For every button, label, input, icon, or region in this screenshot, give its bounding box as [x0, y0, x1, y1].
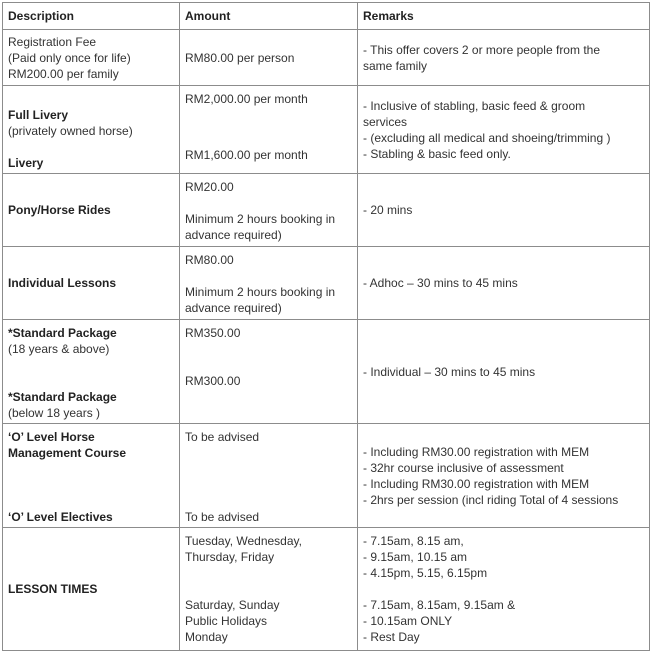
livery-amount: [180, 86, 358, 174]
package-adult-title: *Standard Package: [8, 326, 117, 340]
header-row: [3, 3, 650, 30]
times-days: [180, 528, 358, 651]
lessons-title: Individual Lessons: [8, 276, 117, 290]
lessons-description: [3, 247, 180, 320]
olevel-electives-amount: To be advised: [185, 510, 260, 524]
olevel-remark-line: - 2hrs per session (incl riding Total of 4 sessions: [363, 492, 619, 507]
olevel-remarks: [358, 424, 650, 528]
registration-remark-line: same family: [363, 58, 428, 73]
pony-description: [3, 174, 180, 247]
olevel-course-title: Management Course: [8, 446, 127, 460]
weekend-slot: - 10.15am ONLY: [363, 614, 453, 628]
weekday-line: Tuesday, Wednesday,: [185, 534, 302, 548]
livery-remark-line: - Stabling & basic feed only.: [363, 146, 511, 161]
full-livery-title: Full Livery: [8, 108, 69, 122]
package-junior-amount: RM300.00: [185, 374, 241, 388]
table-row-o-level: [3, 424, 650, 528]
table-row-livery: [3, 86, 650, 174]
weekend-slot: - 7.15am, 8.15am, 9.15am &: [363, 598, 516, 612]
weekend-line: Saturday, Sunday: [185, 598, 280, 612]
olevel-course-title: ‘O’ Level Horse: [8, 430, 95, 444]
lessons-booking-note: advance required): [185, 301, 282, 315]
package-amount: [180, 320, 358, 424]
fees-table: [2, 2, 650, 651]
olevel-remark-line: - Including RM30.00 registration with MEM: [363, 476, 590, 491]
weekday-slot: - 7.15am, 8.15 am,: [363, 534, 464, 548]
header-amount: Amount: [180, 3, 358, 30]
olevel-electives-title: ‘O’ Level Electives: [8, 510, 113, 524]
pony-amount: [180, 174, 358, 247]
package-junior-title: *Standard Package: [8, 390, 117, 404]
olevel-remark-line: - Including RM30.00 registration with MEM: [363, 444, 590, 459]
pony-booking-note: Minimum 2 hours booking in: [185, 212, 336, 226]
package-description: [3, 320, 180, 424]
weekday-slot: - 4.15pm, 5.15, 6.15pm: [363, 566, 488, 580]
registration-note: (Paid only once for life): [8, 50, 131, 65]
registration-family-fee: RM200.00 per family: [8, 66, 119, 81]
livery-title: Livery: [8, 156, 44, 170]
pony-amount-value: RM20.00: [185, 180, 234, 194]
pony-title: Pony/Horse Rides: [8, 203, 111, 217]
weekend-slot: - Rest Day: [363, 630, 420, 644]
livery-amount-value: RM1,600.00 per month: [185, 148, 308, 162]
olevel-course-amount: To be advised: [185, 430, 260, 444]
olevel-amount: [180, 424, 358, 528]
table-row-lesson-times: [3, 528, 650, 651]
weekday-slot: - 9.15am, 10.15 am: [363, 550, 468, 564]
package-adult-amount: RM350.00: [185, 326, 241, 340]
registration-amount: RM80.00 per person: [180, 30, 358, 86]
registration-title: Registration Fee: [8, 34, 97, 49]
times-slots: [358, 528, 650, 651]
pony-booking-note: advance required): [185, 228, 282, 242]
weekend-line: Public Holidays: [185, 614, 268, 628]
olevel-remark-line: - 32hr course inclusive of assessment: [363, 460, 564, 475]
lesson-times-title: LESSON TIMES: [8, 582, 98, 596]
package-adult-note: (18 years & above): [8, 342, 110, 356]
table-row-registration: [3, 30, 650, 86]
olevel-description: [3, 424, 180, 528]
header-remarks: Remarks: [358, 3, 650, 30]
table-row-standard-package: [3, 320, 650, 424]
lessons-remarks: - Adhoc – 30 mins to 45 mins: [358, 247, 650, 320]
lessons-amount-value: RM80.00: [185, 253, 234, 267]
registration-remarks: [358, 30, 650, 86]
livery-remark-line: - Inclusive of stabling, basic feed & groom: [363, 98, 586, 113]
weekend-line: Monday: [185, 630, 228, 644]
full-livery-note: (privately owned horse): [8, 124, 133, 138]
full-livery-amount: RM2,000.00 per month: [185, 92, 308, 106]
livery-remarks: [358, 86, 650, 174]
livery-description: [3, 86, 180, 174]
lessons-booking-note: Minimum 2 hours booking in: [185, 285, 336, 299]
package-remarks: - Individual – 30 mins to 45 mins: [358, 320, 650, 424]
pony-remarks: - 20 mins: [358, 174, 650, 247]
registration-remark-line: - This offer covers 2 or more people from the: [363, 42, 600, 57]
registration-description: [3, 30, 180, 86]
table-row-individual-lessons: [3, 247, 650, 320]
times-description: [3, 528, 180, 651]
lessons-amount: [180, 247, 358, 320]
livery-remark-line: services: [363, 114, 408, 129]
weekday-line: Thursday, Friday: [185, 550, 275, 564]
package-junior-note: (below 18 years ): [8, 406, 101, 420]
livery-remark-line: - (excluding all medical and shoeing/trimming ): [363, 130, 611, 145]
header-description: Description: [3, 3, 180, 30]
table-row-pony-rides: [3, 174, 650, 247]
